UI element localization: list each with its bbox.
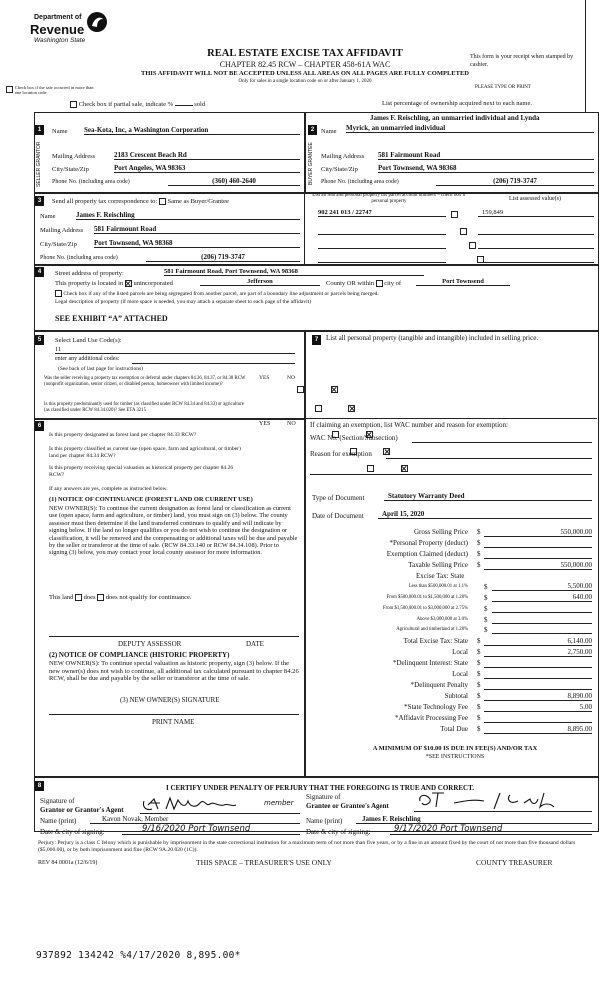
parcel-3-field[interactable]: [318, 242, 446, 249]
deputy-date-label: DATE: [246, 640, 264, 648]
s5-q1-yes[interactable]: [297, 386, 304, 393]
price-row-label: Gross Selling Price: [413, 528, 468, 536]
tax-city[interactable]: Port Townsend, WA 98368: [94, 239, 300, 248]
currency-sign: $: [477, 681, 481, 689]
price-row-amount[interactable]: [484, 539, 592, 548]
currency-sign: $: [477, 692, 481, 700]
price-row-label: Taxable Selling Price: [408, 561, 468, 569]
seller-city[interactable]: Port Angeles, WA 98363: [114, 164, 300, 173]
parcel-3-personal-checkbox[interactable]: [469, 242, 476, 249]
land-use-code[interactable]: 11: [55, 346, 295, 354]
personal-property-label: List all personal property (tangible and intangible) included in selling price.: [326, 334, 539, 342]
logo-line1: Department of: [34, 14, 82, 21]
buyer-name-line2[interactable]: Myrick, an unmarried individual: [346, 124, 594, 133]
notice-2-body: NEW OWNER(S): To continue special valuation as historic property, sign (3) below. If the new owner(s) does not wish to continue, all additional tax calculated pursuant to chapter 84.26 RCW, shall be due and payable by the seller or transferor at the time of sale.: [49, 660, 299, 683]
currency-sign: $: [477, 703, 481, 711]
boundary-checkbox[interactable]: [55, 290, 62, 297]
s2-mail-label: Mailing Address: [321, 153, 365, 160]
treasurer-space: THIS SPACE – TREASURER'S USE ONLY: [196, 858, 332, 867]
section-7-number: 7: [312, 335, 321, 345]
notice-2-title: (2) NOTICE OF COMPLIANCE (HISTORIC PROPERTY): [49, 651, 230, 659]
currency-sign: $: [477, 670, 481, 678]
currency-sign: $: [484, 605, 488, 613]
exemption-claim-label: If claiming an exemption, list WAC number and reason for exemption:: [310, 421, 508, 429]
doc-type[interactable]: Statutory Warranty Deed: [384, 492, 592, 501]
s1-mail-label: Mailing Address: [52, 153, 96, 160]
see-back-note: (See back of last page for instructions): [58, 366, 143, 372]
s5-q2: Is this property predominantly used for timber (as classified under RCW 84.34 and 84.33) or agriculture (as classified under RCW 84.34.020)? See ETA 3215: [44, 402, 244, 413]
grantee-name[interactable]: James F. Reischling: [356, 815, 592, 824]
receipt-stamp: 937892 134242 %4/17/2020 8,895.00*: [36, 950, 241, 961]
total-label: Local: [452, 648, 468, 656]
doc-type-label: Type of Document: [312, 494, 365, 502]
boundary-row: [55, 290, 379, 297]
price-row-label: *Personal Property (deduct): [389, 539, 468, 547]
ownership-note: List percentage of ownership acquired next to each name.: [382, 100, 532, 107]
form-title: REAL ESTATE EXCISE TAX AFFIDAVIT: [207, 48, 403, 59]
reason-field[interactable]: [386, 450, 592, 459]
partial-sale-percent-field[interactable]: [175, 99, 193, 106]
this-land-label: This land: [49, 594, 74, 601]
s3-phone-label: Phone No. (including area code): [40, 255, 118, 261]
county-field[interactable]: Jefferson: [200, 278, 320, 286]
county-row: [326, 280, 401, 287]
parcel-2-personal-checkbox[interactable]: [460, 228, 467, 235]
does-not-checkbox[interactable]: [97, 594, 104, 601]
total-amount[interactable]: [484, 670, 592, 679]
partial-sale-label: Check box if partial sale, indicate %: [78, 101, 174, 108]
bracket-amount[interactable]: [492, 615, 592, 624]
property-street[interactable]: 581 Fairmount Road, Port Townsend, WA 98368: [164, 268, 424, 276]
assessed-2-field[interactable]: [478, 228, 594, 235]
county-treasurer: COUNTY TREASURER: [476, 858, 553, 867]
s2-city-label: City/State/Zip: [321, 166, 358, 173]
partial-sale-checkbox[interactable]: [70, 101, 77, 108]
section-5-number: 5: [35, 335, 44, 345]
parcel-2-field[interactable]: [318, 228, 446, 235]
total-label: *Affidavit Processing Fee: [395, 714, 468, 722]
does-label: does: [83, 594, 96, 601]
grantor-name-label: Name (print): [40, 817, 77, 825]
reason-field-2[interactable]: [310, 466, 592, 475]
s6-q1: Is this property designated as forest land per chapter 84.33 RCW?: [49, 432, 197, 438]
total-amount[interactable]: 6,140.00: [484, 637, 592, 646]
parcel-1-personal-checkbox[interactable]: [451, 211, 458, 218]
bracket-label: From $500,000.01 to $1,500,000 at 1.28%: [386, 595, 468, 600]
deputy-signature-line[interactable]: [49, 636, 299, 637]
buyer-city[interactable]: Port Townsend, WA 98368: [378, 164, 594, 173]
city-field[interactable]: Port Townsend: [416, 278, 510, 286]
land-use-label: Select Land Use Code(s):: [55, 337, 122, 344]
doc-date-label: Date of Document: [312, 512, 364, 520]
right-edge-line: [585, 0, 586, 112]
section-4-number: 4: [35, 267, 44, 277]
total-amount[interactable]: [484, 659, 592, 668]
buyer-phone[interactable]: (206) 719-3747: [436, 177, 594, 186]
buyer-name-line1[interactable]: James F. Reischling, an unmarried individual and Lynda: [370, 114, 540, 122]
s6-yes-header: YES: [259, 421, 271, 427]
total-label: *Delinquent Penalty: [410, 681, 468, 689]
assessed-header: List assessed value(s): [509, 196, 561, 202]
city-label: city of: [384, 280, 402, 287]
seller-phone[interactable]: (360) 460-2640: [168, 177, 300, 186]
city-checkbox[interactable]: [376, 280, 383, 287]
grantee-name-label: Name (print): [306, 817, 343, 825]
s5-yes-header: YES: [259, 375, 270, 381]
section-8-number: 8: [35, 781, 44, 791]
total-label: *Delinquent Interest: State: [392, 659, 468, 667]
assessed-4-field[interactable]: [478, 256, 594, 263]
currency-sign: $: [477, 528, 481, 536]
s5-no-header: NO: [287, 375, 295, 381]
reason-label: Reason for exemption: [310, 450, 372, 458]
grantor-name[interactable]: Kavon Novak, Member: [90, 815, 300, 824]
tax-name[interactable]: James F. Reischling: [76, 211, 300, 220]
total-amount[interactable]: [484, 714, 592, 723]
assessed-value[interactable]: 159,849: [478, 209, 594, 217]
notice-1-body: NEW OWNER(S): To continue the current designation as forest land or classification as current use (open space, farm and agriculture, or timber) land, you must sign on (3) below. The county assessor must then determine if the land transferred continues to qualify and will indicate by signing below. If the land no longer qualifies or you do not wish to continue the designation or classification, it will be removed and the compensating or additional taxes will be due and payable by the seller or transferor at the time of sale. (RCW 84.33.140 or RCW 84.34.108). Prior to signing (3) below, you may contact your local county assessor for more information.: [49, 505, 298, 557]
parcel-header: List all real and personal property tax parcel account numbers – check box if personal property: [312, 193, 466, 204]
receipt-note: This form is your receipt when stamped by cashier.: [470, 54, 574, 68]
price-row-amount[interactable]: 550,000.00: [484, 528, 592, 537]
s6-q2: Is this property classified as current use (open space, farm and agricultural, or timber) land per chapter 84.34 RCW?: [49, 446, 241, 459]
total-amount[interactable]: 8,895.00: [484, 725, 592, 734]
s3-city-label: City/State/Zip: [40, 241, 77, 248]
multi-location-row: [6, 85, 95, 95]
notice-1-title: (1) NOTICE OF CONTINUANCE (FOREST LAND OR CURRENT USE): [49, 496, 253, 503]
logo-line2: Revenue: [30, 22, 85, 37]
new-owner-signature-label: (3) NEW OWNER(S) SIGNATURE: [120, 697, 220, 704]
section-1-number: 1: [35, 125, 44, 135]
new-owner-signature-line[interactable]: [49, 714, 299, 715]
section-2-number: 2: [308, 125, 317, 135]
grantor-date-city[interactable]: 9/16/2020 Port Townsend: [122, 824, 300, 835]
currency-sign: $: [477, 659, 481, 667]
total-amount[interactable]: 8,890.00: [484, 692, 592, 701]
send-correspondence-row: [52, 198, 229, 205]
s1-city-label: City/State/Zip: [52, 166, 89, 173]
wac-field[interactable]: [412, 434, 592, 443]
s6-q3: Is this property receiving special valuation as historical property per chapter 84.26 RCW?: [49, 465, 234, 478]
certify-statement: I CERTIFY UNDER PENALTY OF PERJURY THAT THE FOREGOING IS TRUE AND CORRECT.: [165, 784, 474, 792]
currency-sign: $: [477, 637, 481, 645]
currency-sign: $: [477, 561, 481, 569]
price-row-label: Exemption Claimed (deduct): [386, 550, 468, 558]
bracket-label: From $1,500,000.01 to $3,000,000 at 2.75%: [382, 606, 468, 611]
s3-mail-label: Mailing Address: [40, 227, 84, 234]
currency-sign: $: [477, 648, 481, 656]
see-instructions: *SEE INSTRUCTIONS: [425, 754, 485, 760]
currency-sign: $: [477, 725, 481, 733]
total-label: Total Excise Tax: State: [403, 637, 468, 645]
exhibit-note: SEE EXHIBIT “A” ATTACHED: [55, 314, 168, 323]
perjury-notice: Perjury: Perjury is a class C felony which is punishable by imprisonment in the state correctional institution for a maximum term of not more than five years, or by a fine in an amount fixed by the court of not more than five thousand dollars ($5,000.00), or by both imprisonment and fine (RCW 9A.20.020 (1C)).: [38, 840, 576, 853]
partial-sale-row: [70, 99, 205, 108]
additional-codes-field[interactable]: [132, 356, 295, 364]
multi-location-checkbox[interactable]: [6, 86, 13, 93]
grantee-date-label: Date & city of signing:: [306, 828, 371, 836]
s5-q1: Was the seller receiving a property tax exemption or deferral under chapters 84.36, 84.37, or 84.38 RCW (nonprofit organization, senior citizen, or disabled person, homeowner with limited income)?: [44, 376, 246, 387]
tax-mail[interactable]: 581 Fairmount Road: [94, 225, 300, 234]
grantor-sig-member-note: member: [264, 799, 294, 807]
doc-date[interactable]: April 15, 2020: [378, 510, 592, 519]
multi-location-label: Check box if the sale occurred in more than one location code.: [14, 85, 94, 95]
send-label: Send all property tax correspondence to:: [52, 198, 158, 205]
bracket-label: Above $3,000,000 at 3.0%: [416, 617, 468, 622]
grantor-signature-field[interactable]: [140, 797, 300, 814]
wac-label: WAC No. (Section/Subsection): [310, 434, 398, 442]
price-row-amount[interactable]: [484, 550, 592, 559]
section-3-number: 3: [35, 196, 44, 206]
parcel-number[interactable]: 902 241 013 / 22747: [318, 209, 446, 217]
qualify-row: [49, 594, 192, 601]
seller-mail[interactable]: 2183 Crescent Beach Rd: [114, 151, 300, 160]
s1-name-label: Name: [52, 128, 68, 135]
parcel-4-field[interactable]: [318, 256, 446, 263]
price-row-amount[interactable]: 550,000.00: [484, 561, 592, 570]
boundary-label: Check box if any of the listed parcels are being segregated from another parcel, are part of a boundary line adjustment or parcels being merged.: [63, 290, 379, 297]
legal-label: Legal description of property (if more space is needed, you may attach a separate sheet to each page of the affidavit): [55, 299, 311, 305]
currency-sign: $: [477, 539, 481, 547]
does-not-label: does not qualify for continuance.: [105, 594, 192, 601]
grantor-sig-label-2: Grantor or Grantor's Agent: [40, 806, 124, 814]
additional-label: enter any additional codes:: [55, 356, 120, 362]
bracket-amount[interactable]: 5,500.00: [492, 582, 592, 591]
same-as-buyer-checkbox[interactable]: [159, 198, 166, 205]
bracket-amount[interactable]: [492, 625, 592, 634]
minimum-note: A MINIMUM OF $10.00 IS DUE IN FEE(S) AND/OR TAX: [372, 745, 538, 752]
s1-phone-label: Phone No. (including area code): [52, 179, 130, 185]
currency-sign: $: [484, 594, 488, 602]
seller-grantor-label: SELLER GRANTOR: [36, 141, 42, 187]
total-amount[interactable]: [484, 681, 592, 690]
deputy-label: DEPUTY ASSESSOR: [118, 640, 182, 648]
s2-phone-label: Phone No. (including area code): [321, 179, 399, 185]
bracket-label: Agricultural and timberland at 1.28%: [396, 627, 468, 632]
total-amount[interactable]: 2,750.00: [484, 648, 592, 657]
bracket-label: Less than $500,000.01 at 1.1%: [408, 584, 468, 589]
unincorporated-label: unincorporated: [133, 280, 173, 287]
does-checkbox[interactable]: [75, 594, 82, 601]
seller-name[interactable]: Sea-Kota, Inc, a Washington Corporation: [84, 126, 300, 135]
currency-sign: $: [484, 583, 488, 591]
grantee-signature-field[interactable]: [414, 793, 592, 812]
total-label: *State Technology Fee: [404, 703, 468, 711]
currency-sign: $: [477, 550, 481, 558]
grantee-sig-label-1: Signature of: [306, 793, 341, 801]
tax-phone[interactable]: (206) 719-3747: [146, 253, 300, 262]
grantee-date-city[interactable]: 9/17/2020 Port Townsend: [390, 824, 592, 835]
s3-name-label: Name: [40, 213, 56, 220]
total-label: Subtotal: [444, 692, 468, 700]
logo-line3: Washington State: [34, 37, 86, 44]
type-note: PLEASE TYPE OR PRINT: [475, 85, 531, 90]
total-label: Local: [452, 670, 468, 678]
location-row: [55, 280, 173, 287]
form-revision: REV 84 0001a (12/6/19): [38, 860, 98, 866]
total-amount[interactable]: 5.00: [484, 703, 592, 712]
same-label: Same as Buyer/Grantee: [167, 198, 229, 205]
print-name-label: PRINT NAME: [152, 718, 195, 726]
grantor-date-label: Date & city of signing:: [40, 828, 105, 836]
revenue-logo: [8, 10, 118, 50]
county-label: County OR within: [326, 280, 375, 287]
s6-if-yes: If any answers are yes, complete as instructed below.: [49, 486, 168, 492]
located-label: This property is located in: [55, 280, 124, 287]
section-6-number: 6: [35, 421, 44, 431]
grantor-sig-label-1: Signature of: [40, 797, 75, 805]
s6-no-header: NO: [287, 421, 296, 427]
form-warning: THIS AFFIDAVIT WILL NOT BE ACCEPTED UNLESS ALL AREAS ON ALL PAGES ARE FULLY COMPLETED: [141, 70, 469, 77]
excise-state-label: Excise Tax: State: [416, 572, 465, 580]
currency-sign: $: [477, 714, 481, 722]
currency-sign: $: [484, 616, 488, 624]
buyer-grantee-label: BUYER GRANTEE: [308, 142, 314, 186]
bracket-amount[interactable]: 640.00: [492, 593, 592, 602]
bracket-amount[interactable]: [492, 604, 592, 613]
form-warning2: Only for sales in a single location code on or after January 1, 2020: [238, 79, 372, 84]
total-label: Total Due: [440, 725, 468, 733]
grantee-sig-label-2: Grantee or Grantee's Agent: [306, 802, 389, 810]
currency-sign: $: [484, 626, 488, 634]
logo-swirl-icon: [86, 10, 108, 36]
s2-name-label: Name: [321, 128, 337, 135]
unincorporated-checkbox[interactable]: [125, 280, 132, 287]
sold-label: sold: [194, 101, 206, 108]
assessed-3-field[interactable]: [478, 242, 594, 249]
street-label: Street address of property:: [55, 270, 124, 277]
grantee-signature-icon: [414, 789, 592, 811]
form-chapter: CHAPTER 82.45 RCW – CHAPTER 458-61A WAC: [219, 60, 391, 69]
buyer-mail[interactable]: 581 Fairmount Road: [378, 151, 594, 160]
